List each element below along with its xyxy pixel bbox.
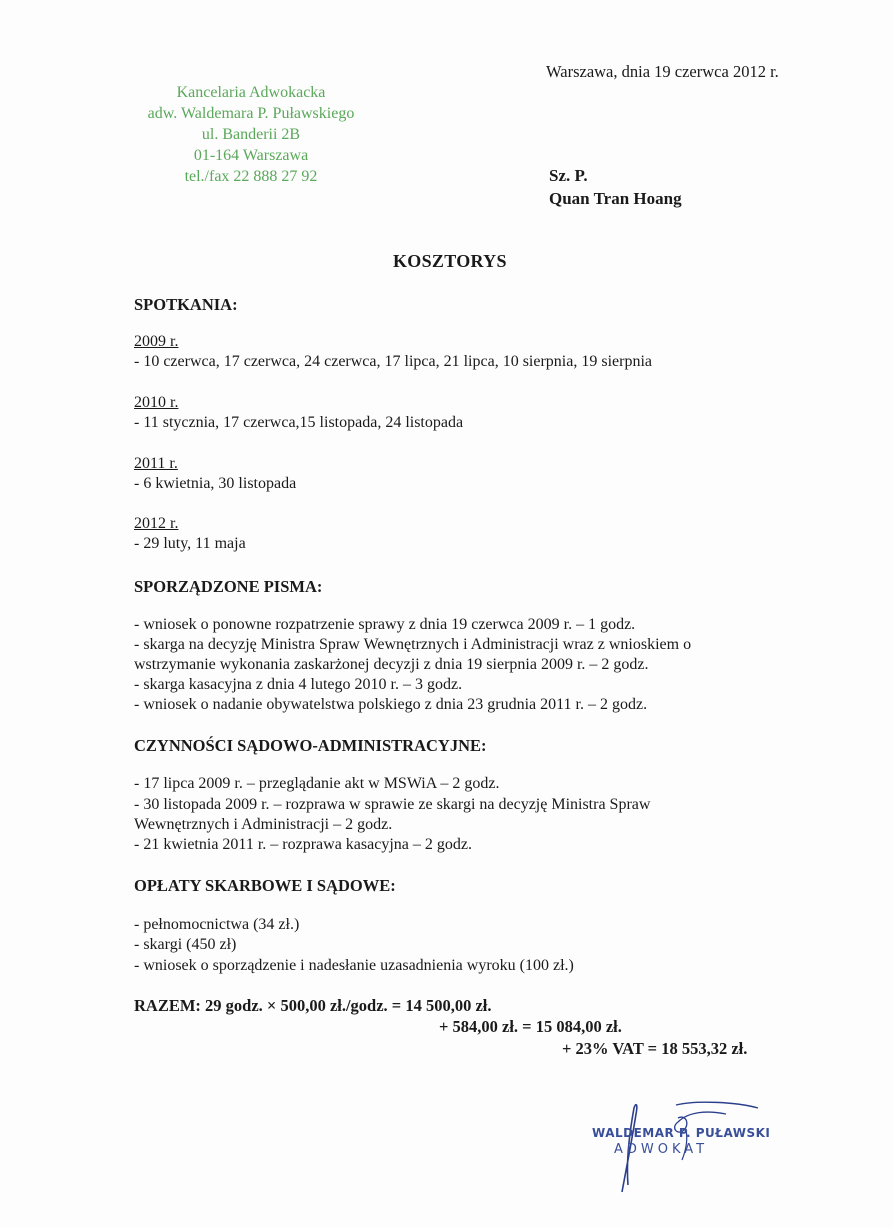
meetings-dates-2012: - 29 luty, 11 maja: [134, 535, 246, 552]
letters-line: - skarga kasacyjna z dnia 4 lutego 2010 r. – 3 godz.: [134, 676, 463, 693]
letterhead-lawyer: adw. Waldemara P. Puławskiego: [147, 105, 355, 122]
court-line: - 30 listopada 2009 r. – rozprawa w sprawie ze skargi na decyzję Ministra Spraw: [134, 796, 651, 813]
document-title: KOSZTORYS: [393, 251, 507, 271]
stamp-title: ADWOKAT: [614, 1142, 709, 1157]
meetings-year-2010: 2010 r.: [134, 394, 179, 411]
meetings-year-2009: 2009 r.: [134, 333, 179, 350]
meetings-dates-2011: - 6 kwietnia, 30 listopada: [134, 475, 297, 492]
meetings-heading: SPOTKANIA:: [134, 295, 238, 314]
letterhead-street: ul. Banderii 2B: [201, 126, 301, 143]
meetings-year-2012: 2012 r.: [134, 515, 179, 532]
letters-line: - wniosek o nadanie obywatelstwa polskiego z dnia 23 grudnia 2011 r. – 2 godz.: [134, 696, 648, 713]
court-line: Wewnętrznych i Administracji – 2 godz.: [134, 816, 393, 833]
date-line: Warszawa, dnia 19 czerwca 2012 r.: [546, 62, 779, 81]
lawyer-stamp: [586, 1100, 776, 1195]
total-hours: RAZEM: 29 godz. × 500,00 zł./godz. = 14 500,00 zł.: [134, 996, 492, 1015]
fees-line: - pełnomocnictwa (34 zł.): [134, 916, 300, 933]
stamp-name: WALDEMAR P. PUŁAWSKI: [592, 1126, 771, 1140]
letterhead-city: 01-164 Warszawa: [193, 147, 309, 164]
meetings-dates-2010: - 11 stycznia, 17 czerwca,15 listopada, 24 listopada: [134, 414, 464, 431]
letterhead-phone: tel./fax 22 888 27 92: [184, 168, 318, 185]
letters-line: - wniosek o ponowne rozpatrzenie sprawy z dnia 19 czerwca 2009 r. – 1 godz.: [134, 616, 636, 633]
recipient-name: Quan Tran Hoang: [549, 189, 682, 208]
total-with-fees: + 584,00 zł. = 15 084,00 zł.: [439, 1017, 622, 1036]
court-heading: CZYNNOŚCI SĄDOWO-ADMINISTRACYJNE:: [134, 736, 487, 755]
letterhead-firm: Kancelaria Adwokacka: [176, 84, 326, 101]
meetings-year-2011: 2011 r.: [134, 455, 178, 472]
fees-line: - skargi (450 zł): [134, 936, 237, 953]
recipient: [549, 164, 682, 210]
meetings-dates-2009: - 10 czerwca, 17 czerwca, 24 czerwca, 17 lipca, 21 lipca, 10 sierpnia, 19 sierpnia: [134, 353, 652, 370]
recipient-salutation: Sz. P.: [549, 166, 588, 185]
letters-line: wstrzymanie wykonania zaskarżonej decyzji z dnia 19 sierpnia 2009 r. – 2 godz.: [134, 656, 649, 673]
letters-heading: SPORZĄDZONE PISMA:: [134, 577, 323, 596]
total-with-vat: + 23% VAT = 18 553,32 zł.: [562, 1039, 748, 1058]
court-line: - 17 lipca 2009 r. – przeglądanie akt w MSWiA – 2 godz.: [134, 775, 500, 792]
fees-line: - wniosek o sporządzenie i nadesłanie uzasadnienia wyroku (100 zł.): [134, 957, 574, 974]
fees-heading: OPŁATY SKARBOWE I SĄDOWE:: [134, 876, 396, 895]
letters-line: - skarga na decyzję Ministra Spraw Wewnętrznych i Administracji wraz z wnioskiem o: [134, 636, 692, 653]
court-line: - 21 kwietnia 2011 r. – rozprawa kasacyjna – 2 godz.: [134, 836, 472, 853]
letterhead: [122, 82, 380, 187]
